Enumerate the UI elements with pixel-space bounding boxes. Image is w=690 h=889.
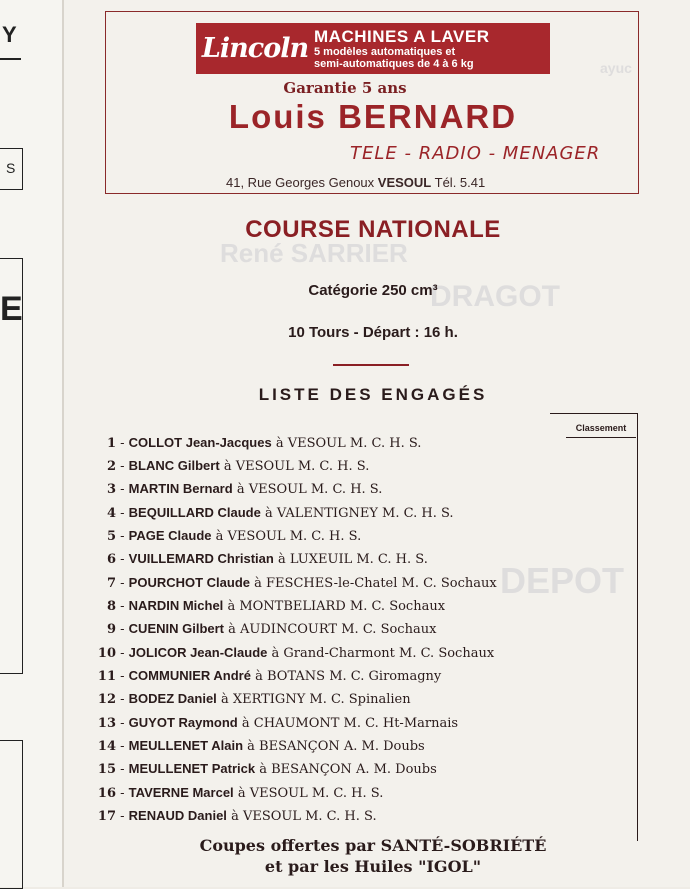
entry-row: 14 - MEULLENET Alain à BESANÇON A. M. Doubs bbox=[80, 738, 425, 754]
ranking-column bbox=[550, 413, 638, 841]
entry-row: 12 - BODEZ Daniel à XERTIGNY M. C. Spinalien bbox=[80, 691, 411, 707]
entry-number: 2 bbox=[106, 459, 116, 474]
entry-row: 5 - PAGE Claude à VESOUL M. C. H. S. bbox=[80, 528, 361, 544]
entry-number: 10 bbox=[97, 646, 116, 661]
entry-number: 5 bbox=[106, 529, 116, 544]
shop-tagline: TELE - RADIO - MENAGER bbox=[350, 143, 601, 164]
entry-club: à AUDINCOURT M. C. Sochaux bbox=[228, 622, 437, 637]
entry-club: à VESOUL M. C. H. S. bbox=[215, 529, 362, 544]
entry-name: MEULLENET Patrick bbox=[128, 761, 256, 776]
divider bbox=[333, 364, 409, 366]
show-through-text: René SARRIER bbox=[220, 238, 408, 268]
race-laps: 10 Tours - Départ : 16 h. bbox=[288, 324, 458, 341]
entry-name: RENAUD Daniel bbox=[128, 808, 227, 823]
entry-name: VUILLEMARD Christian bbox=[128, 551, 274, 566]
entry-number: 9 bbox=[106, 622, 116, 637]
entry-row: 6 - VUILLEMARD Christian à LUXEUIL M. C. H. S. bbox=[80, 551, 428, 567]
entry-row: 16 - TAVERNE Marcel à VESOUL M. C. H. S. bbox=[80, 785, 383, 801]
entry-row: 13 - GUYOT Raymond à CHAUMONT M. C. Ht-Marnais bbox=[80, 715, 458, 731]
entry-name: NARDIN Michel bbox=[128, 598, 224, 613]
show-through-text: DEPOT bbox=[500, 560, 625, 601]
entry-row: 7 - POURCHOT Claude à FESCHES-le-Chatel M. C. Sochaux bbox=[80, 575, 497, 591]
shop-address bbox=[226, 175, 485, 190]
race-category: Catégorie 250 cm³ bbox=[308, 282, 438, 299]
entry-number: 3 bbox=[106, 482, 116, 497]
entry-name: POURCHOT Claude bbox=[128, 575, 251, 590]
race-title: COURSE NATIONALE bbox=[245, 216, 501, 243]
entry-row: 2 - BLANC Gilbert à VESOUL M. C. H. S. bbox=[80, 458, 369, 474]
entry-club: à BESANÇON A. M. Doubs bbox=[247, 739, 425, 754]
left-page-line bbox=[0, 58, 21, 60]
entry-row: 8 - NARDIN Michel à MONTBELIARD M. C. Sochaux bbox=[80, 598, 445, 614]
entry-club: à BESANÇON A. M. Doubs bbox=[259, 762, 437, 777]
entry-number: 17 bbox=[97, 809, 116, 824]
lincoln-logo: Lincoln bbox=[201, 33, 309, 64]
ranking-header: Classement bbox=[566, 419, 636, 438]
show-through-text: DRAGOT bbox=[430, 280, 560, 313]
shop-name: Louis BERNARD bbox=[228, 98, 518, 135]
entry-club: à BOTANS M. C. Giromagny bbox=[255, 669, 442, 684]
entry-club: à LUXEUIL M. C. H. S. bbox=[277, 552, 428, 567]
entry-row: 17 - RENAUD Daniel à VESOUL M. C. H. S. bbox=[80, 808, 377, 824]
entry-row: 9 - CUENIN Gilbert à AUDINCOURT M. C. Sochaux bbox=[80, 621, 436, 637]
entry-name: BEQUILLARD Claude bbox=[128, 505, 261, 520]
entry-number: 7 bbox=[106, 576, 116, 591]
guarantee-text: Garantie 5 ans bbox=[283, 79, 407, 97]
entry-number: 13 bbox=[97, 716, 116, 731]
banner-text bbox=[314, 28, 550, 70]
entry-name: BLANC Gilbert bbox=[128, 458, 220, 473]
entry-row: 15 - MEULLENET Patrick à BESANÇON A. M. Doubs bbox=[80, 761, 437, 777]
entry-number: 14 bbox=[97, 739, 116, 754]
entry-number: 16 bbox=[97, 786, 116, 801]
address-phone: Tél. 5.41 bbox=[434, 175, 486, 190]
entry-number: 1 bbox=[106, 436, 116, 451]
left-page-fragment-s: S bbox=[6, 160, 16, 176]
address-city: VESOUL bbox=[377, 175, 432, 190]
cups-credit-line-1: Coupes offertes par SANTÉ-SOBRIÉTÉ bbox=[199, 836, 547, 855]
entry-number: 15 bbox=[97, 762, 116, 777]
entry-row: 1 - COLLOT Jean-Jacques à VESOUL M. C. H. S. bbox=[80, 435, 421, 451]
entry-club: à VESOUL M. C. H. S. bbox=[231, 809, 377, 824]
entry-number: 12 bbox=[97, 692, 116, 707]
show-through-text: ayuc bbox=[600, 60, 632, 76]
entry-name: TAVERNE Marcel bbox=[128, 785, 234, 800]
entry-name: CUENIN Gilbert bbox=[128, 621, 225, 636]
entry-name: BODEZ Daniel bbox=[128, 691, 217, 706]
entry-name: COMMUNIER André bbox=[128, 668, 251, 683]
left-page-fragment-e: E bbox=[0, 290, 23, 328]
entry-club: à VESOUL M. C. H. S. bbox=[223, 459, 370, 474]
entry-number: 11 bbox=[97, 669, 116, 684]
entry-club: à VESOUL M. C. H. S. bbox=[275, 436, 422, 451]
lincoln-banner bbox=[196, 23, 550, 74]
address-street: 41, Rue Georges Genoux bbox=[226, 175, 375, 190]
entry-name: MEULLENET Alain bbox=[128, 738, 244, 753]
left-page-fragment-top: Y bbox=[2, 22, 17, 47]
entry-name: COLLOT Jean-Jacques bbox=[128, 435, 272, 450]
entry-row: 10 - JOLICOR Jean-Claude à Grand-Charmont M. C. Sochaux bbox=[80, 645, 494, 661]
entry-club: à CHAUMONT M. C. Ht-Marnais bbox=[241, 716, 459, 731]
entry-name: JOLICOR Jean-Claude bbox=[128, 645, 268, 660]
cups-credit-line-2: et par les Huiles "IGOL" bbox=[264, 857, 482, 876]
entry-club: à FESCHES-le-Chatel M. C. Sochaux bbox=[254, 576, 497, 591]
entry-club: à Grand-Charmont M. C. Sochaux bbox=[271, 646, 495, 661]
entry-club: à MONTBELIARD M. C. Sochaux bbox=[227, 599, 446, 614]
entry-number: 6 bbox=[106, 552, 116, 567]
entry-number: 8 bbox=[106, 599, 116, 614]
banner-line-1: 5 modèles automatiques et bbox=[314, 45, 456, 58]
entry-row: 11 - COMMUNIER André à BOTANS M. C. Giromagny bbox=[80, 668, 441, 684]
entry-name: MARTIN Bernard bbox=[128, 481, 233, 496]
entry-name: GUYOT Raymond bbox=[128, 715, 238, 730]
entries-title: LISTE DES ENGAGÉS bbox=[258, 385, 488, 404]
banner-line-2: semi-automatiques de 4 à 6 kg bbox=[314, 57, 474, 70]
banner-title: MACHINES A LAVER bbox=[314, 26, 490, 46]
entry-club: à VESOUL M. C. H. S. bbox=[236, 482, 383, 497]
entry-number: 4 bbox=[106, 506, 116, 521]
entry-club: à VALENTIGNEY M. C. H. S. bbox=[264, 506, 454, 521]
entry-name: PAGE Claude bbox=[128, 528, 212, 543]
entry-club: à XERTIGNY M. C. Spinalien bbox=[220, 692, 411, 707]
entry-row: 4 - BEQUILLARD Claude à VALENTIGNEY M. C. H. S. bbox=[80, 505, 454, 521]
entry-club: à VESOUL M. C. H. S. bbox=[237, 786, 384, 801]
entry-row: 3 - MARTIN Bernard à VESOUL M. C. H. S. bbox=[80, 481, 382, 497]
